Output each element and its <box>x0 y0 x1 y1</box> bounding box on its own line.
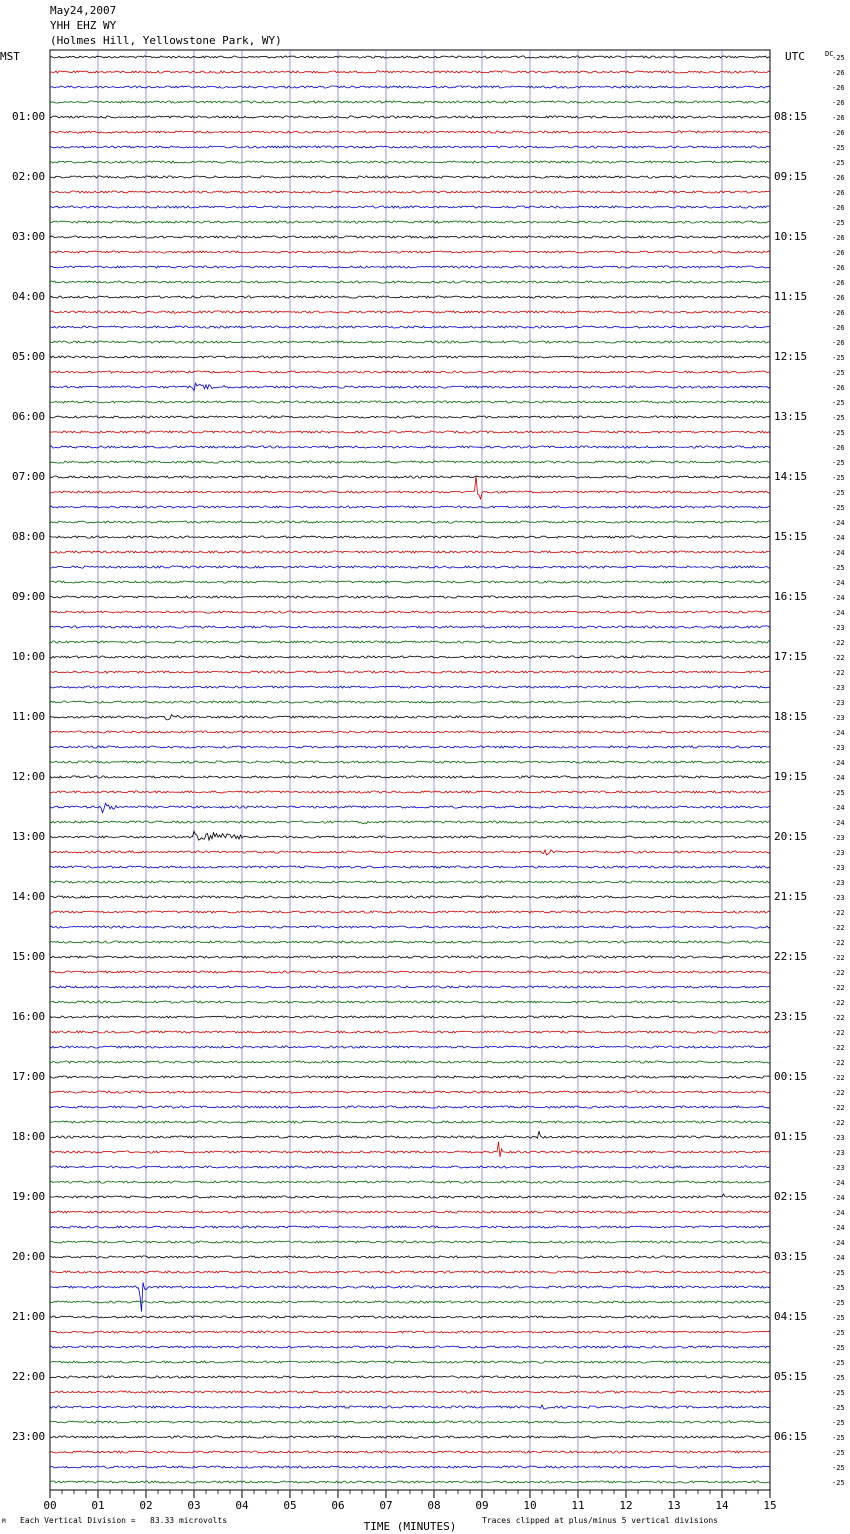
dc-offset-label: -22 <box>832 1104 845 1112</box>
trace-line <box>50 266 770 268</box>
trace-line <box>50 641 770 643</box>
mst-hour-label: 08:00 <box>12 530 46 543</box>
trace-line <box>50 521 770 523</box>
trace-line <box>50 881 770 883</box>
mst-hour-label: 15:00 <box>12 950 46 963</box>
dc-offset-label: -24 <box>832 534 845 542</box>
trace-line <box>50 311 770 313</box>
trace-line <box>50 416 770 418</box>
trace-line <box>50 326 770 328</box>
dc-offset-label: -25 <box>832 1344 845 1352</box>
dc-offset-label: -25 <box>832 1464 845 1472</box>
trace-line <box>50 776 770 778</box>
x-tick-label: 10 <box>523 1499 537 1512</box>
dc-offset-label: -23 <box>832 699 845 707</box>
x-tick-label: 13 <box>667 1499 681 1512</box>
dc-offset-label: -22 <box>832 969 845 977</box>
utc-hour-label: 06:15 <box>774 1430 808 1443</box>
trace-line <box>50 986 770 988</box>
utc-hour-label: 03:15 <box>774 1250 808 1263</box>
trace-line <box>50 341 770 343</box>
dc-offset-label: -22 <box>832 669 845 677</box>
dc-offset-label: -25 <box>832 1329 845 1337</box>
x-tick-label: 07 <box>379 1499 393 1512</box>
trace-line <box>50 1016 770 1018</box>
dc-offset-label: -25 <box>832 1419 845 1427</box>
trace-line <box>50 1061 770 1063</box>
trace-line <box>50 1436 770 1438</box>
mst-hour-label: 05:00 <box>12 350 46 363</box>
trace-line <box>50 1106 770 1108</box>
trace-line <box>50 371 770 373</box>
dc-offset-label: -26 <box>832 84 845 92</box>
trace-line <box>50 686 770 688</box>
trace-line <box>50 1405 770 1409</box>
trace-line <box>50 101 770 103</box>
trace-line <box>50 1031 770 1033</box>
trace-line <box>50 1091 770 1093</box>
mst-hour-label: 13:00 <box>12 830 46 843</box>
dc-offset-label: -26 <box>832 69 845 77</box>
trace-line <box>50 746 770 748</box>
trace-line <box>50 611 770 613</box>
trace-line <box>50 791 770 793</box>
trace-line <box>50 761 770 763</box>
mst-hour-label: 23:00 <box>12 1430 46 1443</box>
trace-line <box>50 581 770 583</box>
dc-offset-label: -25 <box>832 1404 845 1412</box>
trace-line <box>50 86 770 88</box>
trace-line <box>50 1481 770 1483</box>
dc-offset-label: -22 <box>832 1074 845 1082</box>
trace-line <box>50 116 770 118</box>
trace-line <box>50 1046 770 1048</box>
mst-hour-label: 09:00 <box>12 590 46 603</box>
dc-offset-label: -24 <box>832 1209 845 1217</box>
x-tick-label: 09 <box>475 1499 489 1512</box>
trace-line <box>50 221 770 223</box>
mst-hour-label: 16:00 <box>12 1010 46 1023</box>
trace-line <box>50 446 770 448</box>
utc-hour-label: 17:15 <box>774 650 808 663</box>
dc-offset-label: -25 <box>832 504 845 512</box>
mst-hour-label: 19:00 <box>12 1190 46 1203</box>
trace-line <box>50 506 770 508</box>
trace-line <box>50 56 770 58</box>
trace-line <box>50 1331 770 1333</box>
utc-hour-label: 01:15 <box>774 1130 808 1143</box>
utc-hour-label: 21:15 <box>774 890 808 903</box>
dc-offset-label: -25 <box>832 1479 845 1487</box>
dc-offset-label: -25 <box>832 1374 845 1382</box>
dc-offset-label: -26 <box>832 324 845 332</box>
dc-offset-label: -24 <box>832 729 845 737</box>
header-station: YHH EHZ WY <box>50 19 117 32</box>
dc-offset-label: -26 <box>832 99 845 107</box>
trace-line <box>50 1166 770 1168</box>
trace-line <box>50 626 770 628</box>
trace-line <box>50 551 770 553</box>
trace-line <box>50 383 770 391</box>
trace-line <box>50 1376 770 1378</box>
dc-offset-label: -22 <box>832 924 845 932</box>
trace-line <box>50 1301 770 1303</box>
dc-offset-label: -22 <box>832 639 845 647</box>
dc-offset-label: -26 <box>832 114 845 122</box>
dc-offset-label: -24 <box>832 594 845 602</box>
dc-offset-label: -26 <box>832 174 845 182</box>
dc-offset-label: -26 <box>832 264 845 272</box>
utc-hour-label: 12:15 <box>774 350 808 363</box>
dc-offset-label: -23 <box>832 714 845 722</box>
dc-offset-label: -25 <box>832 399 845 407</box>
trace-line <box>50 596 770 598</box>
trace-line <box>50 1361 770 1363</box>
x-tick-label: 15 <box>763 1499 777 1512</box>
trace-line <box>50 850 770 855</box>
x-tick-label: 06 <box>331 1499 345 1512</box>
trace-line <box>50 206 770 208</box>
utc-hour-label: 15:15 <box>774 530 808 543</box>
dc-offset-label: -24 <box>832 804 845 812</box>
trace-line <box>50 926 770 928</box>
dc-offset-label: -22 <box>832 654 845 662</box>
trace-line <box>50 461 770 463</box>
dc-offset-label: -24 <box>832 549 845 557</box>
trace-line <box>50 971 770 973</box>
trace-line <box>50 911 770 913</box>
trace-line <box>50 476 770 499</box>
dc-offset-label: -23 <box>832 744 845 752</box>
dc-offset-label: -25 <box>832 219 845 227</box>
dc-offset-label: -25 <box>832 1359 845 1367</box>
dc-offset-label: -26 <box>832 309 845 317</box>
dc-offset-label: -24 <box>832 1224 845 1232</box>
trace-line <box>50 1256 770 1258</box>
trace-line <box>50 1142 770 1157</box>
dc-offset-label: -24 <box>832 759 845 767</box>
trace-line <box>50 1001 770 1003</box>
x-tick-label: 12 <box>619 1499 633 1512</box>
dc-offset-label: -26 <box>832 129 845 137</box>
utc-hour-label: 22:15 <box>774 950 808 963</box>
utc-label: UTC <box>785 50 805 63</box>
dc-offset-label: -22 <box>832 1014 845 1022</box>
dc-offset-label: -22 <box>832 909 845 917</box>
dc-offset-label: -26 <box>832 249 845 257</box>
trace-line <box>50 803 770 813</box>
mst-hour-label: 20:00 <box>12 1250 46 1263</box>
trace-line <box>50 896 770 898</box>
utc-hour-label: 23:15 <box>774 1010 808 1023</box>
mst-hour-label: 11:00 <box>12 710 46 723</box>
dc-offset-label: -22 <box>832 1119 845 1127</box>
dc-offset-label: -23 <box>832 849 845 857</box>
utc-hour-label: 20:15 <box>774 830 808 843</box>
dc-offset-label: -22 <box>832 1089 845 1097</box>
trace-line <box>50 715 770 720</box>
trace-line <box>50 176 770 178</box>
dc-offset-label: -25 <box>832 1269 845 1277</box>
dc-offset-label: -26 <box>832 204 845 212</box>
trace-line <box>50 191 770 193</box>
dc-offset-label: -24 <box>832 519 845 527</box>
trace-line <box>50 146 770 148</box>
trace-line <box>50 1421 770 1423</box>
trace-line <box>50 131 770 133</box>
dc-offset-label: -25 <box>832 354 845 362</box>
dc-offset-label: -22 <box>832 984 845 992</box>
trace-line <box>50 1121 770 1123</box>
utc-hour-label: 04:15 <box>774 1310 808 1323</box>
dc-offset-label: -25 <box>832 414 845 422</box>
dc-offset-label: -25 <box>832 1284 845 1292</box>
trace-line <box>50 356 770 358</box>
dc-offset-label: -23 <box>832 1134 845 1142</box>
x-tick-label: 04 <box>235 1499 249 1512</box>
trace-line <box>50 1211 770 1213</box>
trace-line <box>50 536 770 538</box>
dc-offset-label: -25 <box>832 369 845 377</box>
trace-line <box>50 701 770 703</box>
dc-offset-label: -24 <box>832 774 845 782</box>
header-date: May24,2007 <box>50 4 117 17</box>
mst-hour-label: 06:00 <box>12 410 46 423</box>
trace-line <box>50 1131 770 1138</box>
trace-line <box>50 1241 770 1243</box>
utc-hour-label: 08:15 <box>774 110 808 123</box>
dc-offset-label: -26 <box>832 444 845 452</box>
dc-offset-label: -26 <box>832 189 845 197</box>
utc-hour-label: 09:15 <box>774 170 808 183</box>
trace-line <box>50 1194 770 1198</box>
utc-hour-label: 00:15 <box>774 1070 808 1083</box>
mst-hour-label: 07:00 <box>12 470 46 483</box>
dc-offset-label: -25 <box>832 459 845 467</box>
trace-line <box>50 431 770 433</box>
mst-hour-label: 02:00 <box>12 170 46 183</box>
dc-label: DC <box>825 50 834 58</box>
x-tick-label: 05 <box>283 1499 297 1512</box>
dc-offset-label: -25 <box>832 1449 845 1457</box>
trace-line <box>50 1346 770 1348</box>
utc-hour-label: 10:15 <box>774 230 808 243</box>
mst-hour-label: 17:00 <box>12 1070 46 1083</box>
dc-offset-label: -26 <box>832 234 845 242</box>
mst-label: MST <box>0 50 20 63</box>
trace-line <box>50 236 770 238</box>
trace-line <box>50 821 770 824</box>
dc-offset-label: -23 <box>832 834 845 842</box>
x-tick-label: 08 <box>427 1499 441 1512</box>
trace-line <box>50 1316 770 1318</box>
trace-line <box>50 1076 770 1078</box>
trace-line <box>50 731 770 733</box>
mst-hour-label: 01:00 <box>12 110 46 123</box>
trace-line <box>50 566 770 568</box>
utc-hour-label: 16:15 <box>774 590 808 603</box>
trace-line <box>50 1466 770 1468</box>
dc-offset-label: -25 <box>832 144 845 152</box>
dc-offset-label: -23 <box>832 624 845 632</box>
trace-line <box>50 956 770 958</box>
trace-line <box>50 866 770 868</box>
footer-scale: Each Vertical Division = 83.33 microvolts <box>20 1516 228 1525</box>
dc-offset-label: -22 <box>832 999 845 1007</box>
trace-line <box>50 1181 770 1183</box>
x-tick-label: 01 <box>91 1499 105 1512</box>
footer-mark: M <box>2 1518 6 1525</box>
dc-offset-label: -23 <box>832 684 845 692</box>
dc-offset-label: -25 <box>832 159 845 167</box>
mst-hour-label: 18:00 <box>12 1130 46 1143</box>
trace-line <box>50 161 770 163</box>
dc-offset-label: -25 <box>832 474 845 482</box>
x-tick-label: 02 <box>139 1499 153 1512</box>
dc-offset-label: -26 <box>832 384 845 392</box>
dc-offset-label: -23 <box>832 894 845 902</box>
dc-offset-label: -23 <box>832 879 845 887</box>
x-tick-label: 03 <box>187 1499 201 1512</box>
x-axis-label: TIME (MINUTES) <box>363 1520 457 1533</box>
dc-offset-label: -22 <box>832 1029 845 1037</box>
dc-offset-label: -25 <box>832 489 845 497</box>
dc-offset-label: -22 <box>832 1059 845 1067</box>
dc-offset-label: -24 <box>832 1239 845 1247</box>
utc-hour-label: 02:15 <box>774 1190 808 1203</box>
utc-hour-label: 19:15 <box>774 770 808 783</box>
mst-hour-label: 22:00 <box>12 1370 46 1383</box>
mst-hour-label: 10:00 <box>12 650 46 663</box>
utc-hour-label: 14:15 <box>774 470 808 483</box>
mst-hour-label: 03:00 <box>12 230 46 243</box>
mst-hour-label: 12:00 <box>12 770 46 783</box>
utc-hour-label: 05:15 <box>774 1370 808 1383</box>
dc-offset-label: -25 <box>832 1434 845 1442</box>
trace-line <box>50 476 770 478</box>
dc-offset-label: -26 <box>832 279 845 287</box>
trace-line <box>50 941 770 943</box>
dc-offset-label: -26 <box>832 339 845 347</box>
dc-offset-label: -26 <box>832 294 845 302</box>
mst-hour-label: 04:00 <box>12 290 46 303</box>
dc-offset-label: -25 <box>832 429 845 437</box>
dc-offset-label: -22 <box>832 954 845 962</box>
trace-line <box>50 656 770 658</box>
trace-line <box>50 296 770 298</box>
x-tick-label: 00 <box>43 1499 57 1512</box>
dc-offset-label: -25 <box>832 1299 845 1307</box>
trace-line <box>50 671 770 673</box>
header-location: (Holmes Hill, Yellowstone Park, WY) <box>50 34 282 47</box>
dc-offset-label: -24 <box>832 819 845 827</box>
utc-hour-label: 18:15 <box>774 710 808 723</box>
dc-offset-label: -23 <box>832 864 845 872</box>
x-tick-label: 14 <box>715 1499 729 1512</box>
mst-hour-label: 21:00 <box>12 1310 46 1323</box>
dc-offset-label: -24 <box>832 1179 845 1187</box>
dc-offset-label: -22 <box>832 1044 845 1052</box>
trace-line <box>50 1282 770 1311</box>
dc-offset-label: -25 <box>832 54 845 62</box>
trace-line <box>50 831 770 840</box>
trace-line <box>50 1451 770 1453</box>
dc-offset-label: -25 <box>832 564 845 572</box>
trace-line <box>50 71 770 73</box>
trace-line <box>50 401 770 403</box>
dc-offset-label: -23 <box>832 1164 845 1172</box>
x-tick-label: 11 <box>571 1499 585 1512</box>
trace-line <box>50 251 770 253</box>
utc-hour-label: 13:15 <box>774 410 808 423</box>
dc-offset-label: -23 <box>832 1149 845 1157</box>
trace-line <box>50 1226 770 1228</box>
dc-offset-label: -24 <box>832 1194 845 1202</box>
dc-offset-label: -25 <box>832 1389 845 1397</box>
trace-line <box>50 1391 770 1393</box>
utc-hour-label: 11:15 <box>774 290 808 303</box>
mst-hour-label: 14:00 <box>12 890 46 903</box>
footer-clip: Traces clipped at plus/minus 5 vertical divisions <box>482 1516 719 1525</box>
dc-offset-label: -22 <box>832 939 845 947</box>
dc-offset-label: -25 <box>832 789 845 797</box>
trace-line <box>50 1271 770 1273</box>
trace-line <box>50 281 770 283</box>
dc-offset-label: -25 <box>832 1314 845 1322</box>
dc-offset-label: -24 <box>832 579 845 587</box>
dc-offset-label: -24 <box>832 609 845 617</box>
dc-offset-label: -24 <box>832 1254 845 1262</box>
